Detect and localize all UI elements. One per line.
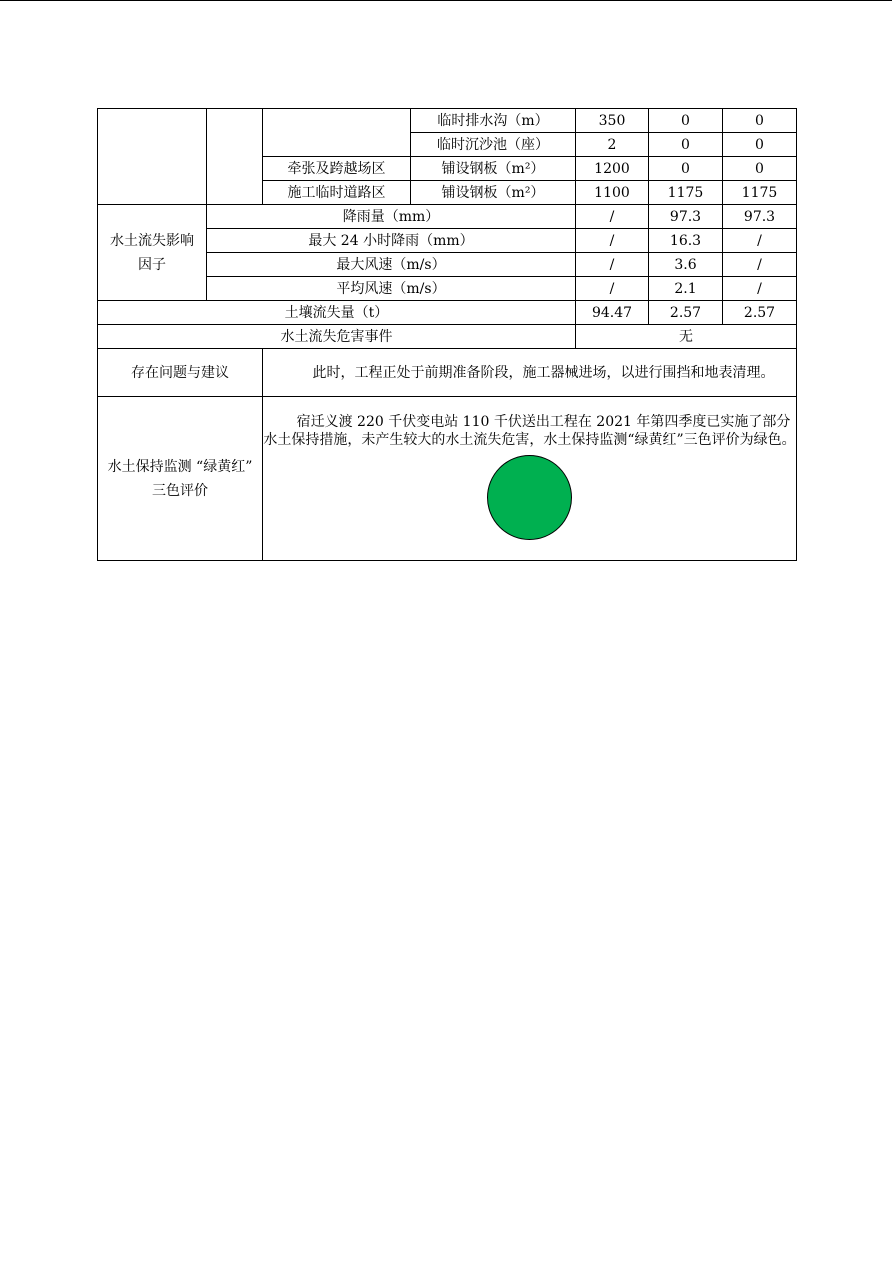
table-row: [98, 205, 797, 229]
factor-name-cell: 平均风速（m/s）: [207, 277, 576, 301]
value-cell: 0: [649, 109, 723, 133]
measure-item-cell: 临时排水沟（m）: [411, 109, 576, 133]
value-cell: 0: [723, 157, 797, 181]
problems-label: 存在问题与建议: [98, 349, 263, 397]
measure-item-cell: 铺设钢板（m²）: [411, 181, 576, 205]
value-cell: 1200: [576, 157, 649, 181]
blank-cell: [207, 109, 263, 205]
table-row: [98, 349, 797, 397]
problems-text: 此时，工程正处于前期准备阶段，施工器械进场，以进行围挡和地表清理。: [263, 349, 797, 397]
value-cell: 2: [576, 133, 649, 157]
value-cell: /: [723, 277, 797, 301]
value-cell: /: [576, 253, 649, 277]
value-cell: 1175: [649, 181, 723, 205]
evaluation-cell: [263, 397, 797, 561]
value-cell: 0: [649, 157, 723, 181]
green-rating-circle: [487, 455, 572, 540]
hazard-value: 无: [576, 325, 797, 349]
value-cell: /: [723, 229, 797, 253]
value-cell: 0: [723, 133, 797, 157]
value-cell: 97.3: [723, 205, 797, 229]
page-top-rule: [0, 0, 892, 1]
table-row: [98, 109, 797, 133]
value-cell: 2.1: [649, 277, 723, 301]
evaluation-text: 宿迁义渡 220 千伏变电站 110 千伏送出工程在 2021 年第四季度已实施了部分水土保持措施，未产生较大的水土流失危害，水土保持监测“绿黄红”三色评价为绿色。: [263, 414, 796, 448]
value-cell: 350: [576, 109, 649, 133]
area-cell: 牵张及跨越场区: [263, 157, 411, 181]
value-cell: 0: [649, 133, 723, 157]
factor-name-cell: 最大风速（m/s）: [207, 253, 576, 277]
value-cell: /: [576, 205, 649, 229]
table-row: [98, 397, 797, 561]
value-cell: 0: [723, 109, 797, 133]
area-cell: [263, 109, 411, 157]
value-cell: /: [723, 253, 797, 277]
value-cell: 97.3: [649, 205, 723, 229]
value-cell: /: [576, 229, 649, 253]
monitoring-table: [97, 108, 797, 561]
value-cell: 3.6: [649, 253, 723, 277]
area-cell: 施工临时道路区: [263, 181, 411, 205]
value-cell: 2.57: [723, 301, 797, 325]
value-cell: /: [576, 277, 649, 301]
table-row: [98, 325, 797, 349]
factor-name-cell: 降雨量（mm）: [207, 205, 576, 229]
factor-name-cell: 最大 24 小时降雨（mm）: [207, 229, 576, 253]
blank-cell: [98, 109, 207, 205]
soil-loss-label: 土壤流失量（t）: [98, 301, 576, 325]
value-cell: 1100: [576, 181, 649, 205]
measure-item-cell: 铺设钢板（m²）: [411, 157, 576, 181]
measure-item-cell: 临时沉沙池（座）: [411, 133, 576, 157]
value-cell: 16.3: [649, 229, 723, 253]
hazard-label: 水土流失危害事件: [98, 325, 576, 349]
evaluation-label: 水土保持监测 “绿黄红” 三色评价: [98, 397, 263, 561]
factors-label: 水土流失影响因子: [98, 205, 207, 301]
value-cell: 2.57: [649, 301, 723, 325]
table-row: [98, 301, 797, 325]
value-cell: 94.47: [576, 301, 649, 325]
value-cell: 1175: [723, 181, 797, 205]
